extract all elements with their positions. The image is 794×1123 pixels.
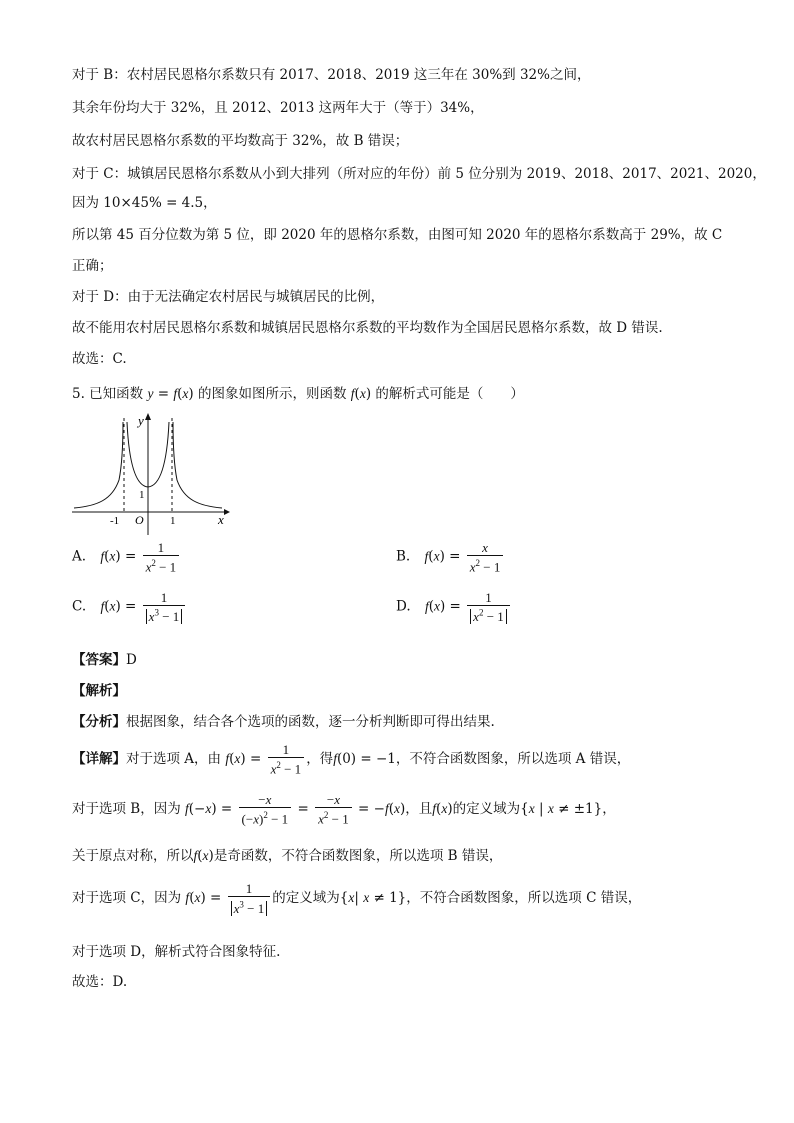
- q5-mid: 的图象如图所示，则函数: [197, 386, 347, 402]
- answer-tag: 【答案】: [72, 652, 126, 668]
- option-b[interactable]: B. f(x) = $\frac{x}{x^2 - 1}$: [396, 540, 505, 574]
- text-line-sel1: 故选：C.: [72, 351, 127, 367]
- text-line-b2: 其余年份均大于 32%，且 2012、2013 这两年大于（等于）34%，: [72, 100, 484, 116]
- q5-func: y: [147, 386, 154, 401]
- option-d[interactable]: D. f(x) = $\frac{1}{x^2 - 1}$: [396, 590, 512, 624]
- y-one-label: 1: [139, 489, 145, 501]
- answer-line: [72, 650, 137, 670]
- detail-b: 对于选项 B，因为 f(−x) = $\frac{-x}{(-x)^2 - 1}$ = $\frac{-x}{x^2 - 1}$ = −f(x)，且f(x)的定义域为{x | x ≠ ±1}，: [72, 792, 616, 827]
- function-graph: [72, 410, 232, 535]
- text-line-c4: 正确；: [72, 258, 113, 274]
- text-line-d2: 故不能用农村居民恩格尔系数和城镇居民恩格尔系数的平均数作为全国居民恩格尔系数，故 D 错误.: [72, 320, 663, 336]
- text-line-c2: 因为 10×45% = 4.5，: [72, 195, 217, 211]
- text-line-sel2: 故选：D.: [72, 974, 128, 990]
- answer-value: D: [126, 652, 137, 668]
- text-line-c1: 对于 C：城镇居民恩格尔系数从小到大排列（所对应的年份）前 5 位分别为 2019、2018、2017、2021、2020，: [72, 166, 766, 182]
- detail-c: 对于选项 C，因为 f(x) = $\frac{1}{x^3 - 1}$ 的定义域为{x| x ≠ 1}，不符合函数图象，所以选项 C 错误，: [72, 881, 642, 916]
- detail-a: 【详解】对于选项 A，由 f(x) = $\frac{1}{x^2 - 1}$ ，得f(0) = −1，不符合函数图象，所以选项 A 错误，: [72, 742, 631, 777]
- origin-label: O: [135, 513, 144, 527]
- q5-prefix: 5. 已知函数: [72, 386, 144, 402]
- fenxi-line: 【分析】根据图象，结合各个选项的函数，逐一分析判断即可得出结果.: [72, 714, 495, 730]
- x-axis-label: x: [218, 512, 224, 527]
- text-line-b3: 故农村居民恩格尔系数的平均数高于 32%，故 B 错误；: [72, 133, 409, 149]
- neg-one-label: -1: [110, 515, 120, 527]
- detail-b2: 关于原点对称，所以f(x)是奇函数，不符合函数图象，所以选项 B 错误，: [72, 848, 503, 864]
- text-line-d1: 对于 D：由于无法确定农村居民与城镇居民的比例，: [72, 289, 385, 305]
- text-line-c3: 所以第 45 百分位数为第 5 位，即 2020 年的恩格尔系数，由图可知 2020 年的恩格尔系数高于 29%，故 C: [72, 227, 723, 243]
- detail-d: 对于选项 D，解析式符合图象特征.: [72, 944, 281, 960]
- q5-suffix: 的解析式可能是（ ）: [375, 386, 524, 402]
- text-line-b1: 对于 B：农村居民恩格尔系数只有 2017、2018、2019 这三年在 30%到 32%之间，: [72, 67, 591, 83]
- y-axis-label: y: [138, 413, 144, 428]
- question-5: 5. 已知函数 y = f(x) 的图象如图所示，则函数 f(x) 的解析式可能是（ ）: [72, 386, 524, 402]
- option-a[interactable]: A. f(x) = $\frac{1}{x^2 - 1}$: [72, 540, 181, 574]
- jiexi-line: 【解析】: [72, 683, 126, 699]
- pos-one-label: 1: [170, 515, 176, 527]
- option-c[interactable]: C. f(x) = $\frac{1}{x^3 - 1}$: [72, 590, 187, 624]
